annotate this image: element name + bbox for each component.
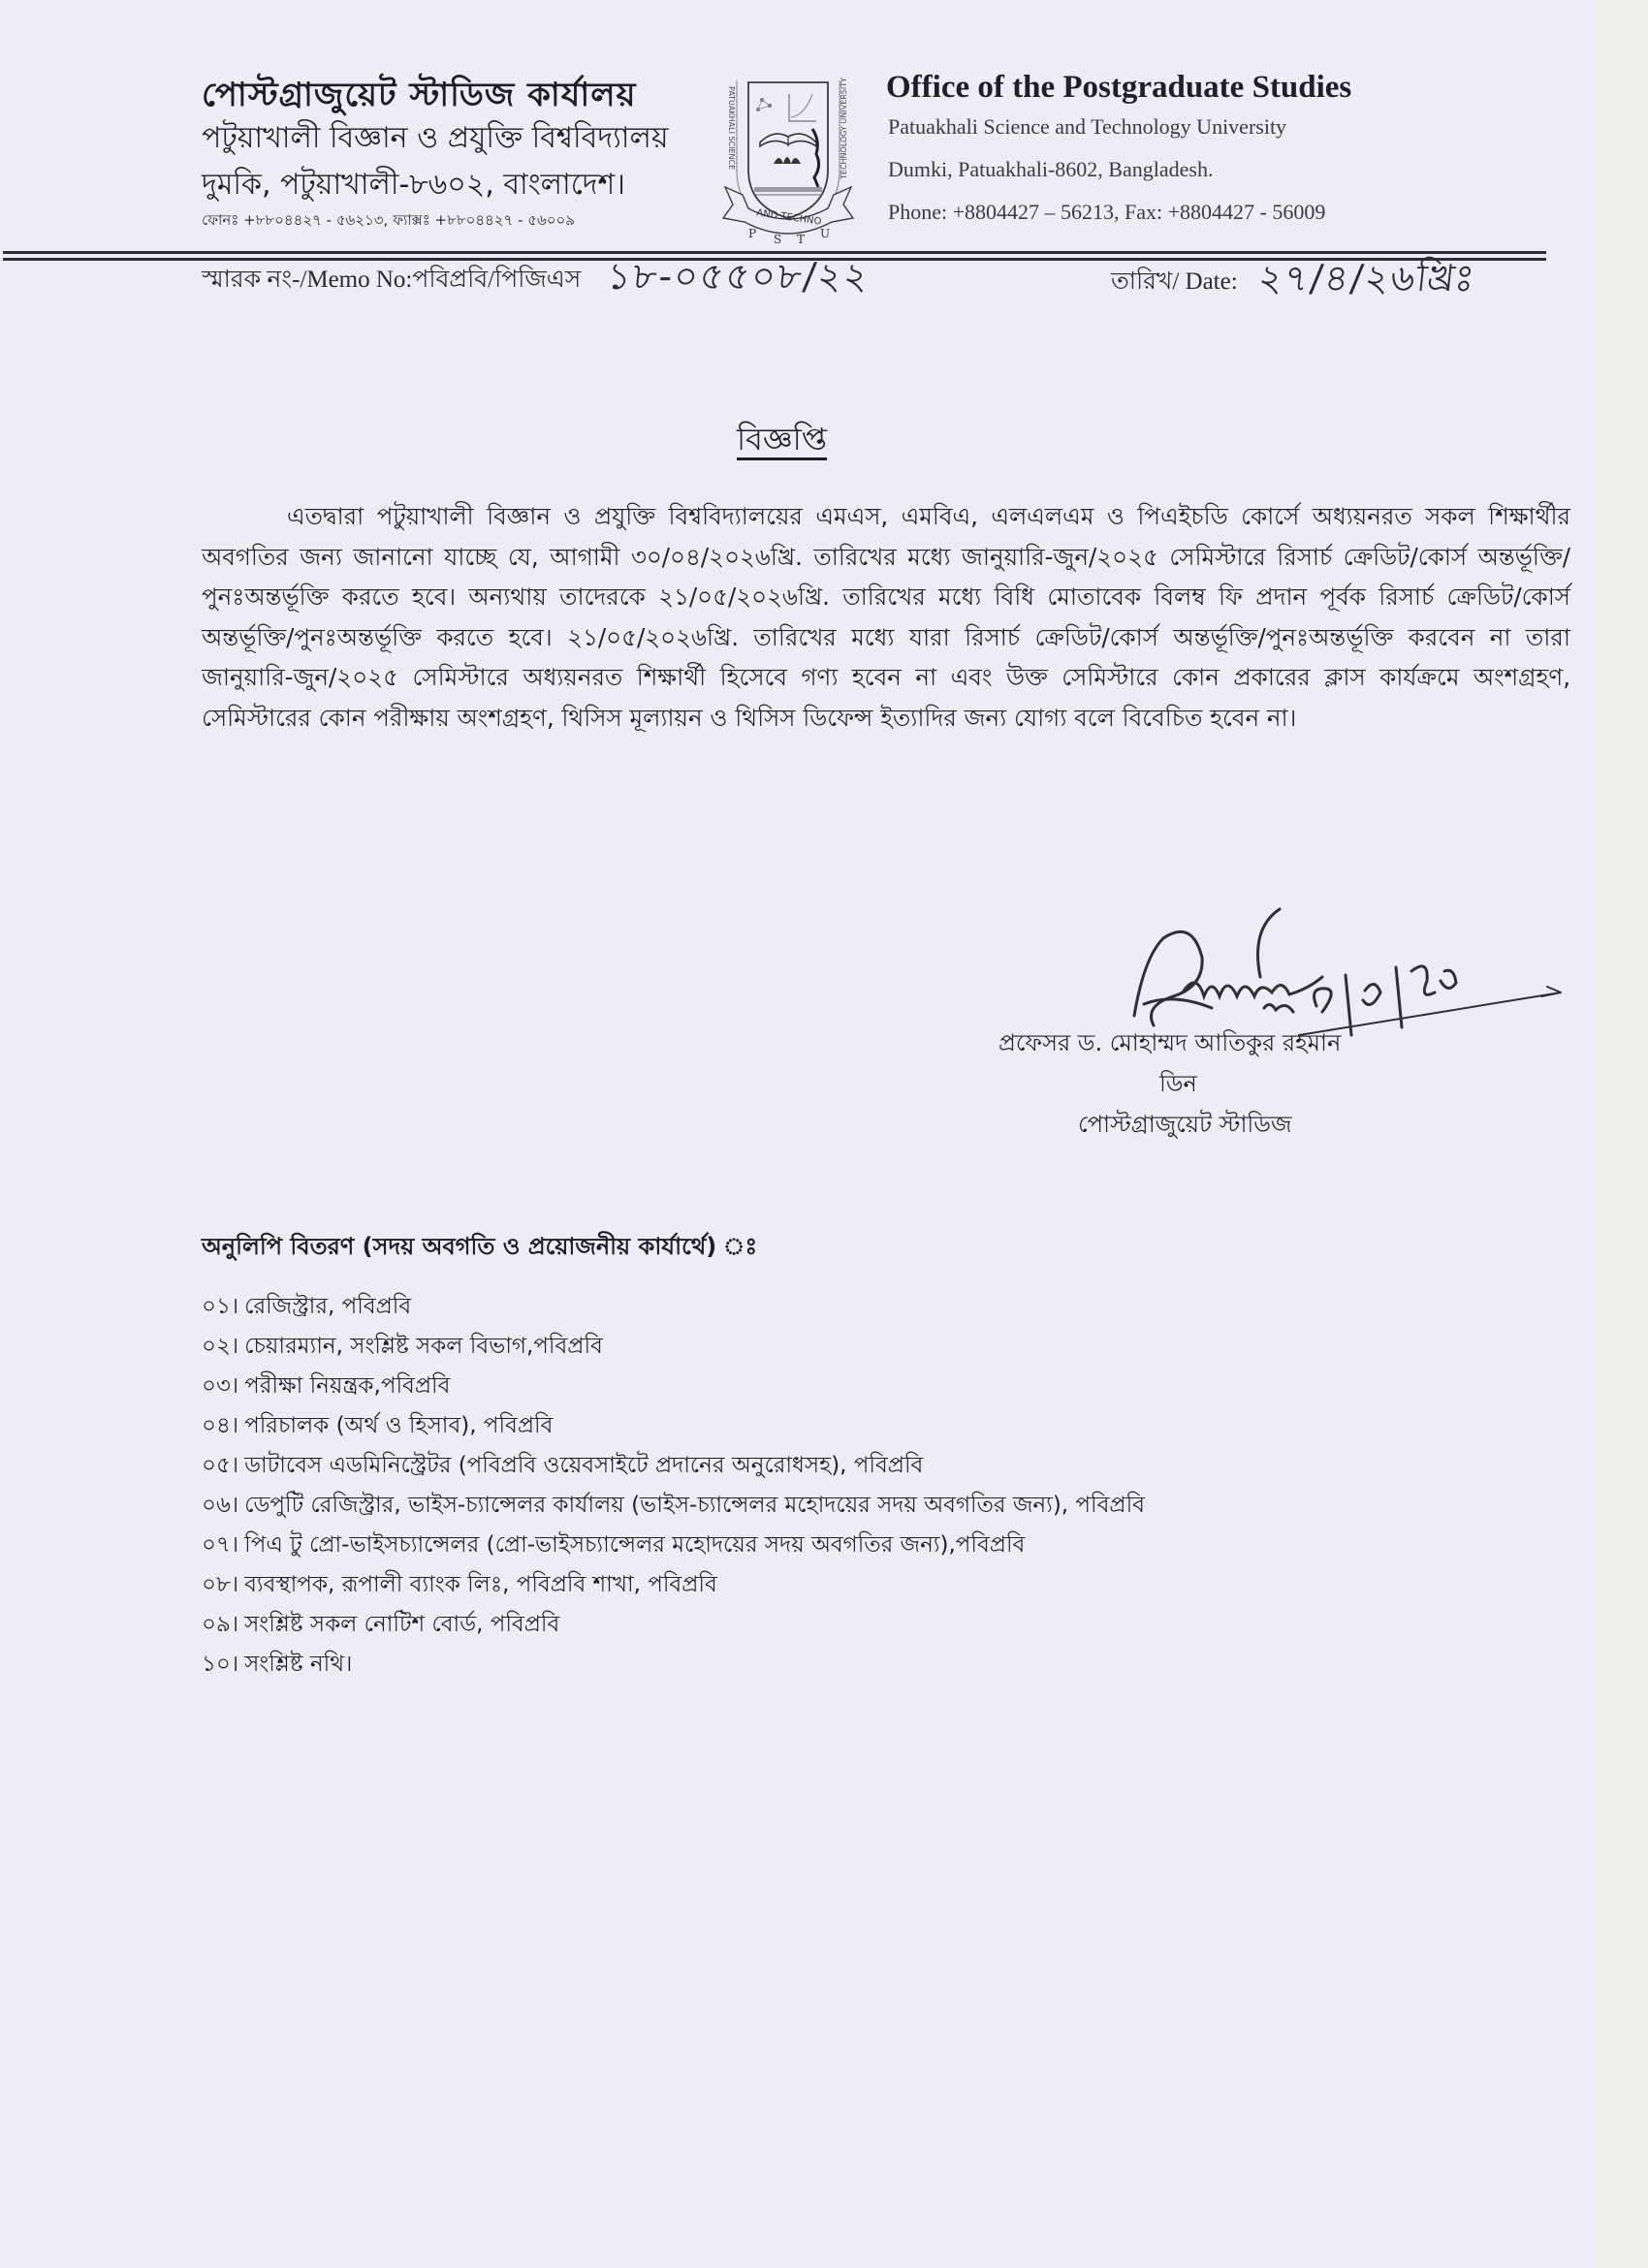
svg-text:P: P: [748, 227, 757, 240]
svg-text:TECHNOLOGY UNIVERSITY: TECHNOLOGY UNIVERSITY: [840, 77, 848, 179]
svg-text:PATUAKHALI SCIENCE: PATUAKHALI SCIENCE: [727, 86, 736, 171]
distribution-item: ১০। সংশ্লিষ্ট নথি।: [202, 1652, 353, 1677]
svg-text:AND TECHNO: AND TECHNO: [755, 207, 822, 228]
header-address-en: Dumki, Patuakhali-8602, Bangladesh.: [888, 157, 1214, 181]
header-phone-fax-en: Phone: +8804427 – 56213, Fax: +8804427 - 56009: [888, 200, 1326, 224]
distribution-item: ০১। রেজিস্ট্রার, পবিপ্রবি: [202, 1294, 412, 1319]
distribution-item: ০৯। সংশ্লিষ্ট সকল নোটিশ বোর্ড, পবিপ্রবি: [202, 1612, 560, 1637]
scanned-page-edge: [1593, 0, 1648, 2268]
distribution-item: ০৫। ডাটাবেস এডমিনিস্ট্রেটর (পবিপ্রবি ওয়েবসাইটে প্রদানের অনুরোধসহ), পবিপ্রবি: [202, 1453, 924, 1478]
signatory-title: ডিন: [1159, 1070, 1197, 1097]
header-office-bn: পোস্টগ্রাজুয়েট স্টাডিজ কার্যালয়: [202, 76, 637, 114]
notice-title: বিজ্ঞপ্তি: [737, 421, 828, 457]
svg-text:T: T: [797, 233, 806, 245]
signatory-department: পোস্টগ্রাজুয়েট স্টাডিজ: [1078, 1111, 1292, 1138]
header-phone-fax-bn: ফোনঃ +৮৮০৪৪২৭ - ৫৬২১৩, ফ্যাক্সঃ +৮৮০৪৪২৭ - ৫৬০০৯: [202, 211, 575, 229]
distribution-item: ০৮। ব্যবস্থাপক, রূপালী ব্যাংক লিঃ, পবিপ্রবি শাখা, পবিপ্রবি: [202, 1572, 717, 1597]
distribution-heading: অনুলিপি বিতরণ (সদয় অবগতি ও প্রয়োজনীয় কার্যার্থে) ঃ: [202, 1233, 758, 1260]
notice-body: এতদ্বারা পটুয়াখালী বিজ্ঞান ও প্রযুক্তি বিশ্ববিদ্যালয়ের এমএস, এমবিএ, এলএলএম ও পিএইচডি কোর্সে অধ্যয়নরত সকল শিক্ষার্থীর অবগতির জন্য জানানো যাচ্ছে যে, আগামী ৩০/০৪/২০২৬খ্রি. তারিখের মধ্যে জানুয়ারি-জুন/২০২৫ সেমিস্টারে রিসার্চ ক্রেডিট/কোর্স অন্তর্ভূক্তি/পুনঃঅন্তর্ভূক্তি করতে হবে। অন্যথায় তাদেরকে ২১/০৫/২০২৬খ্রি. তারিখের মধ্যে বিধি মোতাবেক বিলম্ব ফি প্রদান পূর্বক রিসার্চ ক্রেডিট/কোর্স অন্তর্ভূক্তি/পুনঃঅন্তর্ভূক্তি করতে হবে। ২১/০৫/২০২৬খ্রি. তারিখের মধ্যে যারা রিসার্চ ক্রেডিট/কোর্স অন্তর্ভূক্তি/পুনঃঅন্তর্ভূক্তি করবেন না তারা জানুয়ারি-জুন/২০২৫ সেমিস্টারে অধ্যয়নরত শিক্ষার্থী হিসেবে গণ্য হবেন না এবং উক্ত সেমিস্টারে কোন প্রকারের ক্লাস কার্যক্রমে অংশগ্রহণ, সেমিস্টারের কোন পরীক্ষায় অংশগ্রহণ, থিসিস মূল্যায়ন ও থিসিস ডিফেন্স ইত্যাদির জন্য যোগ্য বলে বিবেচিত হবেন না।: [202, 502, 1570, 732]
svg-text:S: S: [774, 233, 782, 245]
svg-text:U: U: [820, 227, 831, 240]
handwritten-signature: [1115, 899, 1570, 1045]
header-university-en: Patuakhali Science and Technology University: [888, 114, 1287, 139]
memo-number-handwritten: ১৮-০৫৫০৮/২২: [605, 255, 872, 298]
distribution-list: [202, 1287, 1145, 1685]
distribution-item: ০৪। পরিচালক (অর্থ ও হিসাব), পবিপ্রবি: [202, 1413, 554, 1438]
memo-number-label: স্মারক নং-/Memo No:পবিপ্রবি/পিজিএস: [202, 267, 582, 293]
signatory-name: প্রফেসর ড. মোহাম্মদ আতিকুর রহমান: [998, 1029, 1342, 1056]
distribution-item: ০৬। ডেপুটি রেজিস্ট্রার, ভাইস-চ্যান্সেলর কার্যালয় (ভাইস-চ্যান্সেলর মহোদয়ের সদয় অবগতির জন্য), পবিপ্রবি: [202, 1493, 1145, 1518]
header-university-bn: পটুয়াখালী বিজ্ঞান ও প্রযুক্তি বিশ্ববিদ্যালয়: [202, 121, 669, 155]
distribution-item: ০৭। পিএ টু প্রো-ভাইসচ্যান্সেলর (প্রো-ভাইসচ্যান্সেলর মহোদয়ের সদয় অবগতির জন্য),পবিপ্রবি: [202, 1532, 1026, 1558]
header-office-en: Office of the Postgraduate Studies: [886, 70, 1352, 105]
distribution-item: ০২। চেয়ারম্যান, সংশ্লিষ্ট সকল বিভাগ,পবিপ্রবি: [202, 1334, 603, 1359]
header-address-bn: দুমকি, পটুয়াখালী-৮৬০২, বাংলাদেশ।: [202, 168, 626, 202]
university-logo: [719, 73, 857, 245]
distribution-item: ০৩। পরীক্ষা নিয়ন্ত্রক,পবিপ্রবি: [202, 1373, 451, 1399]
date-handwritten: ২৭/৪/২৬খ্রিঃ: [1256, 257, 1479, 299]
date-label: তারিখ/ Date:: [1111, 268, 1238, 295]
